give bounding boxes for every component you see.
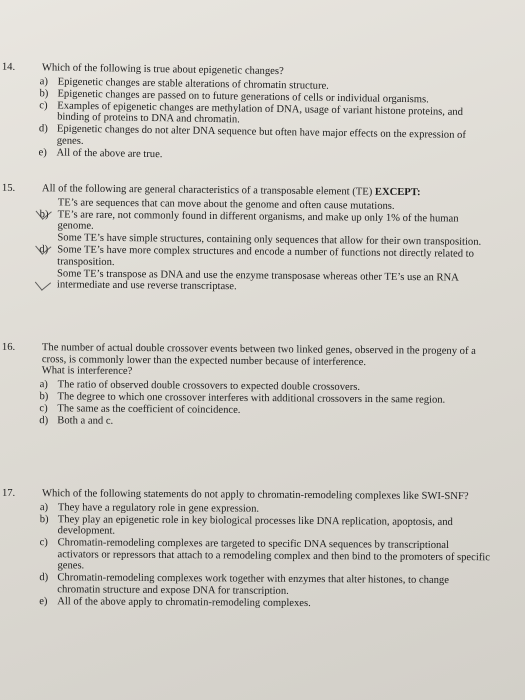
option-letter: a) xyxy=(39,75,49,87)
option-text: The ratio of observed double crossovers to expected double crossovers. xyxy=(57,378,361,393)
question-14 xyxy=(1,61,491,166)
question-text: The number of actual double crossover events between two linked genes, observed in the progeny of a cross, is commonly lower than the expected number because of interference. xyxy=(41,342,476,368)
option-text: Both a and c. xyxy=(57,414,114,427)
options-list xyxy=(39,197,492,296)
option-letter: d) xyxy=(39,244,49,256)
option-text: TE’s are rare, not commonly found in different organisms, and make up only 1% of the human genome. xyxy=(57,208,459,232)
option-text: All of the above are true. xyxy=(56,147,163,160)
option-letter: d) xyxy=(38,123,48,135)
option-text: TE’s are sequences that can move about the genome and often cause mutations. xyxy=(57,196,395,212)
option-letter: b) xyxy=(39,87,49,99)
option-c xyxy=(39,537,491,575)
option-text: Epigenetic changes are passed on to future generations of cells or individual organisms. xyxy=(57,88,429,105)
options-list xyxy=(39,502,492,611)
option-text: Chromatin-remodeling complexes are targeted to specific DNA sequences by transcriptional activators or repressors that attach to a remodeling complex and then bind to the promoters of specific genes. xyxy=(57,537,491,572)
option-text: They have a regulatory role in gene expression. xyxy=(57,501,260,515)
option-letter: b) xyxy=(39,513,49,525)
question-number: 17. xyxy=(1,487,16,499)
option-letter: a) xyxy=(39,378,48,390)
option-e xyxy=(39,268,491,296)
question-15 xyxy=(1,182,492,296)
question-text: Which of the following statements do not apply to chromatin-remodeling complexes like SWI-SNF? xyxy=(41,488,469,503)
option-letter: c) xyxy=(39,537,48,549)
question-number: 16. xyxy=(1,341,16,353)
option-d xyxy=(39,572,491,598)
option-text: Some TE’s have simple structures, containing only sequences that allow for their own transposition. xyxy=(57,232,482,248)
question-stem xyxy=(1,487,492,503)
option-letter: a) xyxy=(39,501,49,513)
option-letter: c) xyxy=(39,99,48,111)
option-letter: d) xyxy=(39,572,49,584)
question-subtext: What is interference? xyxy=(41,365,133,377)
question-text: Which of the following is true about epigenetic changes? xyxy=(41,62,284,78)
options-list xyxy=(39,379,491,430)
option-text: Examples of epigenetic changes are methylation of DNA, usage of variant histone proteins, and binding of proteins to DNA and chromatin. xyxy=(57,100,464,126)
options-list xyxy=(38,76,491,166)
option-letter: e) xyxy=(39,595,48,607)
option-text: Epigenetic changes do not alter DNA sequence but often have major effects on the expression of genes. xyxy=(56,123,466,147)
question-17 xyxy=(1,487,492,611)
option-text: The same as the coefficient of coincidence. xyxy=(57,402,241,416)
question-number: 14. xyxy=(1,61,16,73)
option-text: Chromatin-remodeling complexes work together with enzymes that alter histones, to change chromatin structure and expose DNA for transcription. xyxy=(57,572,449,597)
option-text: Epigenetic changes are stable alterations of chromatin structure. xyxy=(57,76,329,92)
option-text: The degree to which one crossover interferes with additional crossovers in the same region. xyxy=(57,390,446,406)
option-e xyxy=(39,596,491,611)
option-text: Some TE’s transpose as DNA and use the enzyme transposase whereas other TE’s use an RNA intermediate and use reverse transcriptase. xyxy=(56,267,459,293)
option-letter: b) xyxy=(39,208,49,220)
question-text: All of the following are general characteristics of a transposable element (TE) xyxy=(41,183,373,198)
option-text: Some TE’s have more complex structures and encode a number of functions not directly related to transposition. xyxy=(57,244,475,268)
option-letter: b) xyxy=(39,390,49,402)
option-letter: e) xyxy=(38,146,47,158)
option-letter: c) xyxy=(39,402,48,414)
option-text: All of the above apply to chromatin-remodeling complexes. xyxy=(57,595,311,609)
question-number: 15. xyxy=(1,182,16,194)
question-16 xyxy=(1,341,492,431)
question-emphasis: EXCEPT: xyxy=(374,186,421,199)
option-text: They play an epigenetic role in key biological processes like DNA replication, apoptosis, and development. xyxy=(57,513,453,537)
option-b xyxy=(40,514,492,540)
option-letter: d) xyxy=(39,414,49,426)
